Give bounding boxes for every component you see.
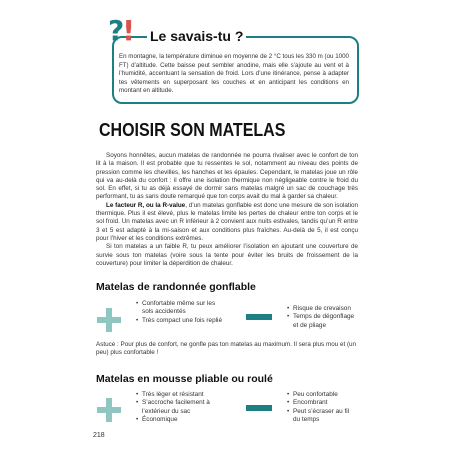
list-item: • Économique (136, 416, 226, 424)
rvalue-text: , d’un matelas gonflable est donc une mesure de son isolation thermique. Plus il est élevé, plus le matelas limite les pertes de chaleur entre ton corps et le sol froid. Un matelas avec un R inférieur à 2 convient aux nuits estivales, tandis qu’un R entre 3 et 5 est adapté à la mi-saison et aux conditions plus fraîches. Au-delà de 5, il est conçu pour l’hiver et les conditions extrêmes. (96, 201, 358, 242)
paragraph-1: Soyons honnêtes, aucun matelas de randonnée ne pourra rivaliser avec le confort de ton lit à la maison. Il est probable que tu ressentes le sol, notamment au niveau des points de pression comme les chevilles, les hanches et les épaules. Cependant, le matelas joue un rôle qui va au-delà du confort : il offre une isolation thermique non négligeable contre le froid du sol. En effet, si tu as déjà essayé de dormir sans matelas malgré un sac de couchage très performant, tu as sans doute remarqué que ton corps avait du mal à garder sa chaleur. (96, 152, 358, 201)
paragraph-3: Si ton matelas a un faible R, tu peux améliorer l’isolation en ajoutant une couverture de survie sous ton matelas (voire sous la tente pour éviter les bruits de froissement de la couverture) pour limiter la déperdition de chaleur. (96, 243, 358, 267)
info-box-title: Le savais-tu ? (147, 28, 246, 44)
list-item: • Encombrant (287, 399, 357, 407)
body-text (96, 152, 358, 268)
list-item: • Très compact une fois replié (136, 317, 226, 325)
rvalue-label: Le facteur R, ou la R-value (106, 201, 186, 209)
cons-list-inflatable (287, 305, 357, 330)
plus-icon (97, 308, 121, 332)
pros-list-foam (136, 391, 226, 425)
list-item: • S’accroche facilement à l’extérieur du sac (136, 399, 226, 416)
paragraph-2 (96, 202, 358, 243)
minus-icon (246, 405, 272, 411)
page-number: 218 (93, 432, 105, 439)
list-item: • Peu confortable (287, 391, 357, 399)
page-title: CHOISIR SON MATELAS (99, 121, 286, 141)
list-item: • Très léger et résistant (136, 391, 226, 399)
plus-icon (97, 398, 121, 422)
section-title-inflatable: Matelas de randonnée gonflable (96, 281, 256, 293)
tip-text: Astuce : Pour plus de confort, ne gonfle pas ton matelas au maximum. Il sera plus mou et (un peu) plus confortable ! (96, 341, 357, 357)
list-item: • Risque de crevaison (287, 305, 357, 313)
section-title-foam: Matelas en mousse pliable ou roulé (96, 373, 273, 385)
list-item: • Temps de dégonflage et de pliage (287, 313, 357, 330)
pros-list-inflatable (136, 300, 226, 325)
list-item: • Confortable même sur les sols accidentés (136, 300, 226, 317)
list-item: • Peut s’écraser au fil du temps (287, 408, 357, 425)
cons-list-foam (287, 391, 357, 425)
info-box-text: En montagne, la température diminue en moyenne de 2 °C tous les 330 m (ou 1000 FT) d’altitude. Cette baisse peut sembler anodine, mais elle s’ajoute au vent et à l’humidité, accentuant la sensation de froid. Lors d’une itinérance, pense à adapter tes vêtements en superposant les couches et en anticipant les conditions en montant en altitude. (119, 53, 349, 95)
minus-icon (246, 314, 272, 320)
question-exclamation-icon: ?! (108, 14, 134, 47)
